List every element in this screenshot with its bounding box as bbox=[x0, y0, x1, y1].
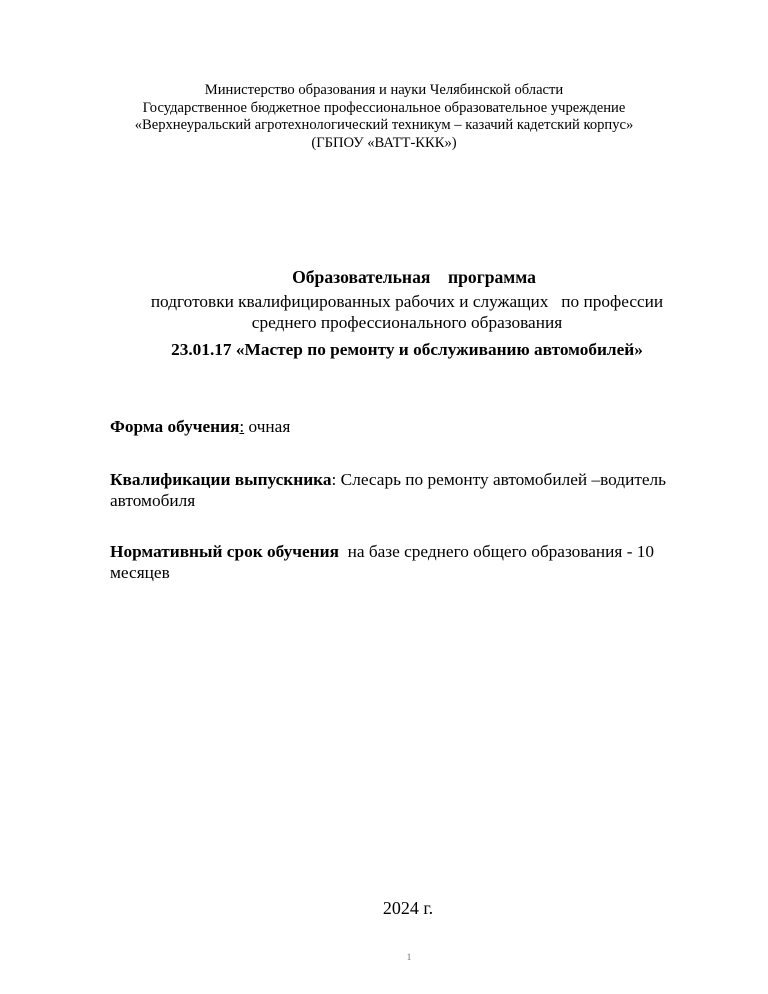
header-line-ministry: Министерство образования и науки Челябинской области bbox=[204, 82, 564, 98]
field-duration-label: Нормативный срок обучения bbox=[110, 542, 339, 561]
program-block bbox=[0, 266, 768, 361]
program-subtitle-line-1: подготовки квалифицированных рабочих и служащих по профессии bbox=[150, 292, 664, 311]
document-year: 2024 г. bbox=[382, 898, 434, 918]
field-qualification bbox=[110, 469, 710, 511]
header-line-institution-name: «Верхнеуральский агротехнологический техникум – казачий кадетский корпус» bbox=[134, 117, 634, 133]
field-qualification-label: Квалификации выпускника bbox=[110, 470, 332, 489]
field-study-form-value: очная bbox=[244, 417, 291, 436]
field-qualification-value: Слесарь по ремонту автомобилей –водитель автомобиля bbox=[110, 470, 667, 510]
field-study-form bbox=[110, 416, 710, 437]
field-duration bbox=[110, 541, 710, 583]
page-number: 1 bbox=[406, 952, 412, 962]
institution-header bbox=[0, 82, 768, 152]
field-study-form-separator: : bbox=[239, 417, 245, 436]
program-subtitle-line-2: среднего профессионального образования bbox=[251, 312, 563, 332]
field-qualification-separator: : bbox=[331, 470, 337, 489]
header-line-institution-type: Государственное бюджетное профессиональное образовательное учреждение bbox=[142, 99, 626, 116]
program-title: Образовательная программа bbox=[292, 267, 536, 287]
program-profession: 23.01.17 «Мастер по ремонту и обслуживанию автомобилей» bbox=[171, 340, 643, 359]
header-line-abbreviation: (ГБПОУ «ВАТТ-ККК») bbox=[311, 134, 457, 151]
field-duration-value: на базе среднего общего образования - 10 месяцев bbox=[110, 542, 655, 582]
field-study-form-label: Форма обучения bbox=[110, 417, 240, 436]
